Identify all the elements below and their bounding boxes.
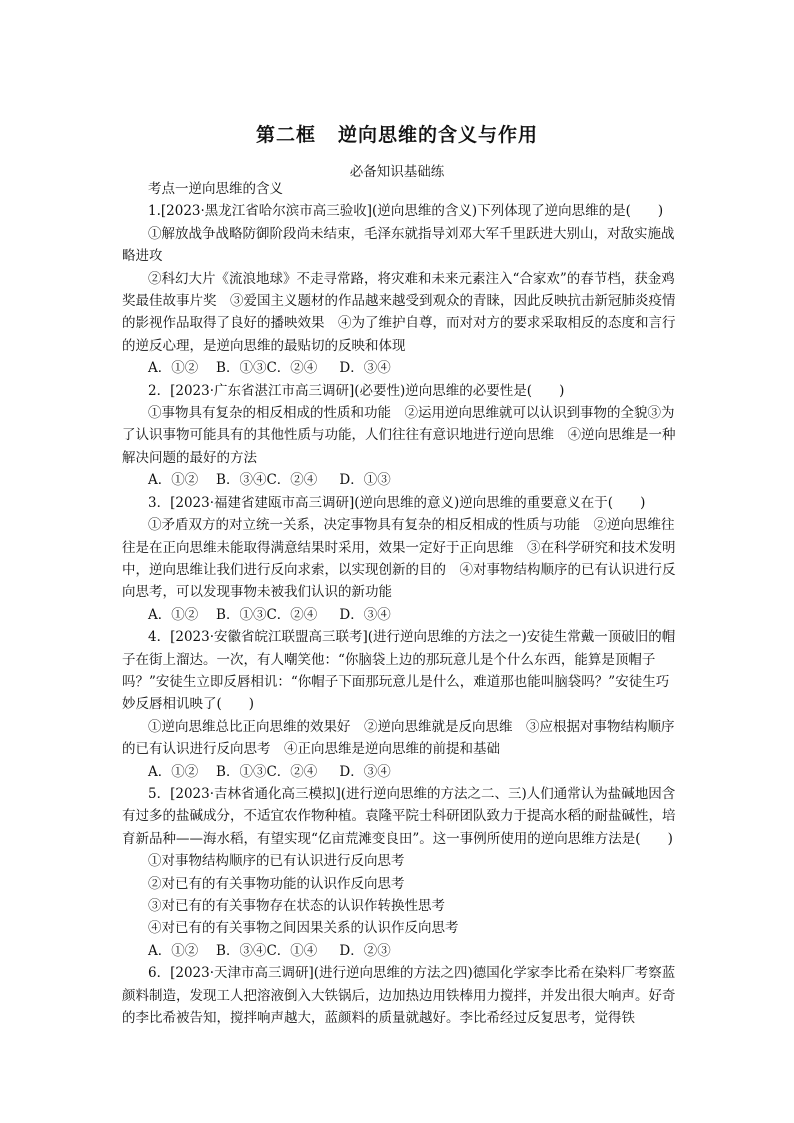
question-stem: 5．[2023·吉林省通化高三模拟](进行逆向思维的方法之二、三)人们通常认为盐碱地因含有过多的盐碱成分，不适宜农作物种植。袁隆平院士科研团队致力于提高水稻的耐盐碱性，培育新品种——海水稻，有望实现“亿亩荒滩变良田”。这一事例所使用的逆向思维方法是( ) bbox=[122, 785, 676, 847]
statement-paragraph: ①解放战争战略防御阶段尚未结束，毛泽东就指导刘邓大军千里跃进大别山，对敌实施战略进攻 bbox=[122, 225, 675, 265]
section-subtitle: 必备知识基础练 bbox=[349, 164, 445, 180]
statement-line: ③对已有的有关事物存在状态的认识作转换性思考 bbox=[148, 898, 445, 914]
content-body bbox=[122, 178, 677, 1029]
statement-line: ①对事物结构顺序的已有认识进行反向思考 bbox=[148, 853, 405, 870]
question-1 bbox=[122, 200, 677, 379]
question-4 bbox=[122, 626, 677, 783]
answer-options: A．①② B．①③C．②④ D．③④ bbox=[148, 763, 391, 780]
statement-line: ④对已有的有关事物之间因果关系的认识作反向思考 bbox=[148, 920, 459, 937]
topic-heading: 考点一逆向思维的含义 bbox=[148, 181, 283, 197]
question-stem: 6．[2023·天津市高三调研](进行逆向思维的方法之四)德国化学家李比希在染料厂考察蓝颜料制造，发现工人把溶液倒入大铁锅后，边加热边用铁棒用力搅拌，并发出很大响声。好奇的李比希被告知，搅拌响声越大，蓝颜料的质量就越好。李比希经过反复思考，觉得铁 bbox=[122, 965, 676, 1027]
answer-options: A．①② B．①③C．②④ D．③④ bbox=[148, 360, 391, 377]
question-3 bbox=[122, 492, 677, 626]
title-part-1: 第二框 bbox=[255, 124, 316, 146]
question-2 bbox=[122, 380, 677, 492]
statement-paragraph: ①矛盾双方的对立统一关系，决定事物具有复杂的相反相成的性质与功能 ②逆向思维往往是在正向思维未能取得满意结果时采用，效果一定好于正向思维 ③在科学研究和技术发明中，逆向思维让我们进行反向求索，以实现创新的目的 ④对事物结构顺序的已有认识进行反向思考，可以发现事物未被我们认识的新功能 bbox=[122, 517, 676, 601]
answer-options: A．①② B．③④C．①④ D．②③ bbox=[148, 942, 391, 959]
statement-paragraph: ①事物具有复杂的相反相成的性质和功能 ②运用逆向思维就可以认识到事物的全貌③为了认识事物可能具有的其他性质与功能，人们往往有意识地进行逆向思维 ④逆向思维是一种解决问题的最好的方法 bbox=[122, 405, 676, 466]
question-stem: 4．[2023·安徽省皖江联盟高三联考](进行逆向思维的方法之一)安徒生常戴一顶破旧的帽子在街上溜达。一次，有人嘲笑他：“你脑袋上边的那玩意儿是个什么东西，能算是顶帽子吗？”安徒生立即反唇相讥：“你帽子下面那玩意儿是什么，难道那也能叫脑袋吗？”安徒生巧妙反唇相讥映了( ) bbox=[122, 629, 676, 713]
question-stem: 2．[2023·广东省湛江市高三调研](必要性)逆向思维的必要性是( ) bbox=[148, 382, 565, 399]
answer-options: A．①② B．③④C．②④ D．①③ bbox=[148, 472, 391, 489]
answer-options: A．①② B．①③C．②④ D．③④ bbox=[148, 606, 391, 623]
question-stem: 3．[2023·福建省建瓯市高三调研](逆向思维的意义)逆向思维的重要意义在于( ) bbox=[148, 494, 646, 511]
question-6 bbox=[122, 962, 677, 1029]
statement-paragraph: ①逆向思维总比正向思维的效果好 ②逆向思维就是反向思维 ③应根据对事物结构顺序的已有认识进行反向思考 ④正向思维是逆向思维的前提和基础 bbox=[122, 718, 675, 758]
statement-line: ②对已有的有关事物功能的认识作反向思考 bbox=[148, 875, 405, 892]
statement-paragraph: ②科幻大片《流浪地球》不走寻常路，将灾难和未来元素注入“合家欢”的春节档，获金鸡奖最佳故事片奖 ③爱国主义题材的作品越来越受到观众的青睐，因此反映抗击新冠肺炎疫情的影视作品取得了良好的播映效果 ④为了维护自尊，而对对方的要求采取相反的态度和言行的逆反心理，是逆向思维的最贴切的反映和体现 bbox=[122, 270, 676, 354]
title-part-2: 逆向思维的含义与作用 bbox=[338, 124, 539, 146]
question-stem: 1.[2023·黑龙江省哈尔滨市高三验收](逆向思维的含义)下列体现了逆向思维的是( ) bbox=[148, 203, 664, 220]
question-5 bbox=[122, 783, 677, 962]
page-title bbox=[0, 120, 794, 147]
